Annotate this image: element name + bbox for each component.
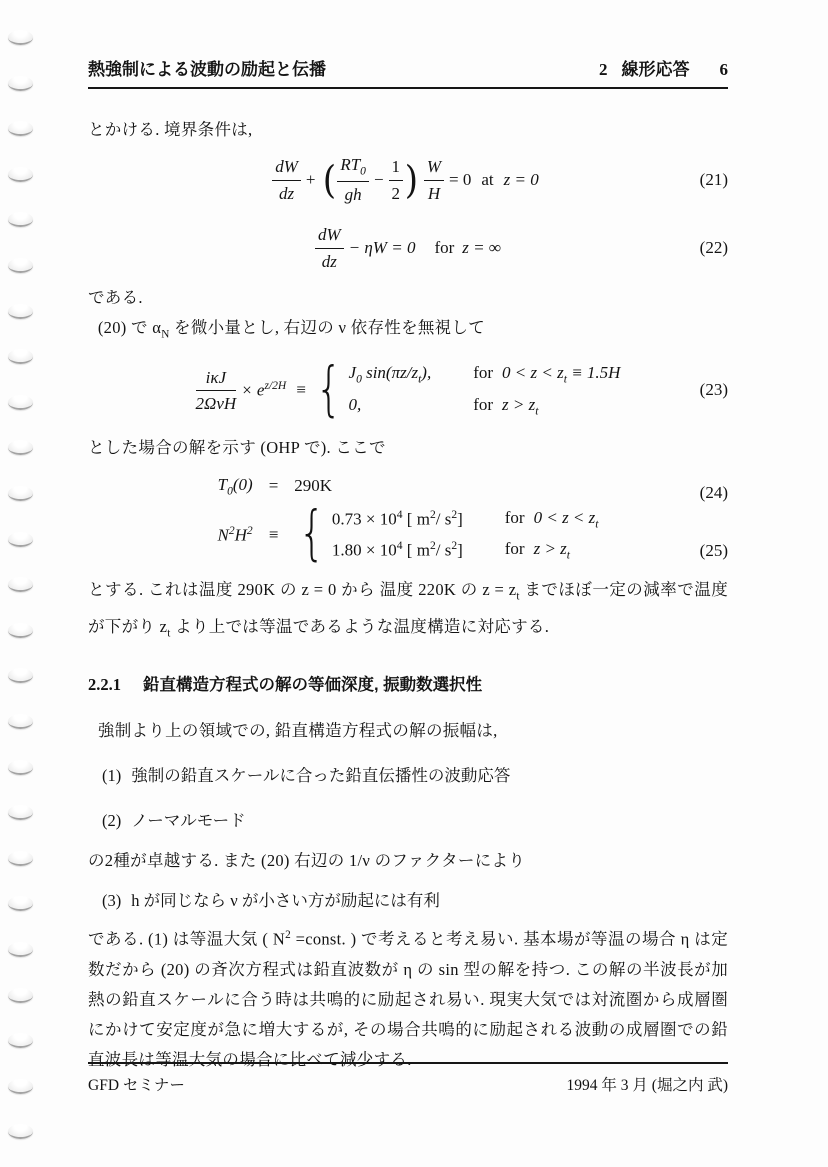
binding-hole-mark [8,1124,33,1139]
binding-hole-mark [8,395,33,410]
header-rule [88,87,728,89]
eq24-rhs: 290K [294,476,333,496]
binding-hole-mark [8,167,33,182]
footer-date-author: 1994 年 3 月 (堀之内 武) [566,1077,728,1094]
equation-group-24-25 [88,475,728,568]
binding-hole-mark [8,486,33,501]
binding-hole-mark [8,304,33,319]
eq24-relation: = [268,476,279,496]
list-item-2 [88,806,728,836]
binding-hole-mark [8,988,33,1003]
list-item-1 [88,761,728,791]
condition: z = ∞ [462,238,501,257]
fraction-dW-dz: $\frac{dW}{dz}$ [315,224,344,272]
left-brace: { [315,355,343,424]
page-number: 6 [719,60,728,79]
equation-tag-22: (22) [699,238,728,257]
binding-hole-mark [8,1079,33,1094]
binding-hole-mark [8,760,33,775]
item-text: ノーマルモード [131,811,246,831]
item-text: h が同じなら ν が小さい方が励起には有利 [131,891,440,911]
binding-hole-mark [8,623,33,638]
minus-sign: − [373,170,384,189]
subsection-title: 鉛直構造方程式の解の等価深度, 振動数選択性 [143,676,483,695]
eq25-relation: ≡ [268,524,279,544]
page-footer [88,1062,728,1095]
case2-condition: for $z > z_t$ [473,394,539,418]
item-number: (3) [102,891,122,911]
equiv-sign: ≡ [296,380,306,400]
binding-hole-mark [8,805,33,820]
binding-hole-mark [8,76,33,91]
paragraph-amplitude-intro: 強制より上の領域での, 鉛直構造方程式の解の振幅は, [97,721,498,741]
paragraph-boundary-intro: とかける. 境界条件は, [88,120,253,139]
case2-condition: for $z > z_t$ [504,539,571,562]
binding-marks [0,0,60,1167]
binding-hole-mark [8,349,33,364]
eta-term: − ηW = 0 [348,238,416,257]
item-text: 強制の鉛直スケールに合った鉛直伝播性の波動応答 [131,766,511,786]
item-number: (1) [102,766,122,786]
paragraph-dearu: である. [88,288,143,307]
right-paren: ) [404,158,419,202]
times-exp-term: × $e^{z/2H}$ [241,379,287,401]
subsection-number: 2.2.1 [88,675,121,695]
binding-hole-mark [8,440,33,455]
header-section-info [599,55,728,80]
running-header [88,55,728,80]
footer-seminar-name: GFD セミナー [88,1077,185,1094]
eq25-cases-group [294,499,599,568]
equation-tag-24: (24) [699,483,728,503]
condition: z = 0 [503,170,539,189]
equation-23 [88,357,728,423]
binding-hole-mark [8,851,33,866]
document-title: 熱強制による波動の励起と伝播 [88,60,326,79]
cases-group [311,355,621,424]
fraction-dW-dz: $\frac{dW}{dz}$ [272,156,301,204]
left-paren: ( [322,158,336,202]
plus-sign: + [305,170,316,189]
paragraph-eq20-assumption: (20) で $\alpha_N$ を微小量とし, 右辺の ν 依存性を無視して [97,318,486,341]
page-content [88,55,728,1075]
section-title: 線形応答 [621,60,690,79]
binding-hole-mark [8,942,33,957]
case2-expression: $1.80 \times 10^4$ [ $m^2/$ $s^2$] [331,539,463,560]
eq25-lhs: $N^2H^2$ [217,523,253,545]
fraction-RT0-gh: $\frac{RT_0}{gh}$ [337,154,369,205]
paragraph-two-types: の2種が卓越する. また (20) 右辺の 1/ν のファクターにより [88,851,526,871]
list-item-3 [88,886,728,916]
fraction-one-half: $\frac{1}{2}$ [389,156,404,204]
binding-hole-mark [8,258,33,273]
binding-hole-mark [8,532,33,547]
at-word: at [481,170,494,189]
section-number: 2 [599,60,608,79]
cases-rows [349,363,621,417]
aligned-equations [217,475,599,568]
binding-hole-mark [8,30,33,45]
binding-hole-mark [8,121,33,136]
subsection-heading [88,672,728,698]
for-word: for [434,238,455,257]
fraction-ikJ-2OmeganuH: $\frac{\text{iκJ}}{\text{2ΩνH}}$ [195,367,237,413]
binding-hole-mark [8,1033,33,1048]
case1-expression: $0.73 \times 10^4$ [ $m^2/$ $s^2$] [331,507,463,529]
equation-21 [88,151,728,209]
paragraph-ohp: とした場合の解を示す (OHP で). ここで [88,438,386,458]
equation-22 [88,221,728,275]
binding-hole-mark [8,896,33,911]
left-brace: { [298,499,326,568]
binding-hole-mark [8,668,33,683]
item-number: (2) [102,811,122,831]
case1-expression: $J_0$ $\sin(\pi z/z_t)$, [348,363,432,386]
paragraph-resonance-discussion: である. (1) は等温大気 ( $N^2$ =const. ) で考えると考え易い. 基本場が等温の場合 η は定数だから (20) の斉次方程式は鉛直波数が η の sin 型の解を持つ. この解の半波長が加熱の鉛直スケールに合う時は共鳴的に励起され易い. 現実大気では対流圏から成層圏にかけて安定度が急に増大するが, その場合共鳴的に励起される波動の成層圏での鉛直波長は等温大気の場合に比べて減少する. [88,929,728,1069]
binding-hole-mark [8,714,33,729]
case1-condition: for $0 < z < z_t$ [504,507,599,531]
equation-tag-23: (23) [699,380,728,400]
equation-tag-25: (25) [699,541,728,561]
paragraph-temperature-structure: とする. これは温度 290K の z = 0 から 温度 220K の $z = z_t$ までほぼ一定の減率で温度が下がり $z_t$ より上では等温であるような温度構造に対応する. [88,580,729,640]
equation-tag-21: (21) [699,170,728,189]
case1-condition: for $0 < z < z_t \equiv 1.5H$ [473,363,621,386]
eq24-lhs: $T_0(0)$ [217,475,253,498]
equals-zero: = 0 [449,170,472,189]
binding-hole-mark [8,577,33,592]
fraction-W-H: $\frac{W}{H}$ [424,156,444,204]
cases-rows [332,508,599,562]
binding-hole-mark [8,212,33,227]
case2-expression: 0, [348,394,362,414]
footer-text-row [88,1064,728,1095]
